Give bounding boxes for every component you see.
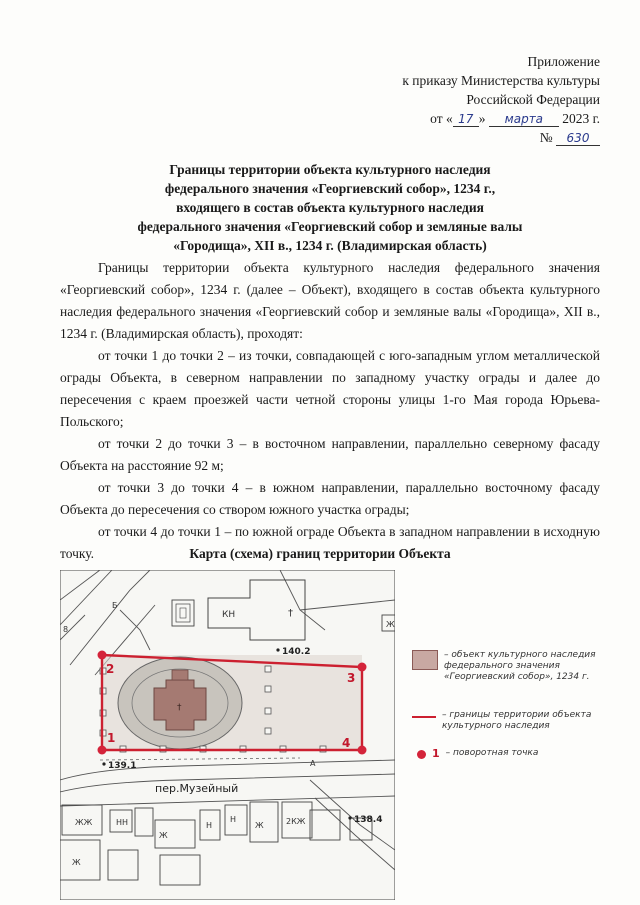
appendix-line1: Приложение: [527, 54, 600, 69]
legend-boundary-text: – границы территории объекта культурного наследия: [442, 710, 592, 731]
legend-object: [412, 650, 612, 683]
body-paragraph: Границы территории объекта культурного наследия федерального значения «Георгиевский собор», 1234 г. (далее – Объект), входящего в состав объекта культурного наследия федерального значения «Георгиевский собор и земляные валы «Городища», XII в., 1234 г. (Владимирская область), проходят:: [60, 260, 600, 341]
legend-point-number: 1: [432, 747, 440, 760]
document-title: [60, 160, 600, 255]
label-zh: Ж: [386, 620, 395, 629]
boundary-line-swatch: [412, 716, 436, 718]
date-prefix: от «: [430, 111, 453, 126]
map-drawing: [60, 570, 395, 900]
label-2kzh: 2КЖ: [286, 817, 306, 826]
appendix-number-line: [402, 128, 600, 147]
height-mark: 139.1: [108, 761, 137, 771]
title-line: входящего в состав объекта культурного наследия: [176, 200, 484, 215]
date-mid: »: [478, 111, 486, 126]
object-swatch: [412, 650, 438, 670]
order-number: 630: [556, 131, 600, 146]
svg-text:†: †: [177, 703, 182, 713]
boundary-map: [60, 570, 395, 900]
legend-object-text: – объект культурного наследия федерального значения «Георгиевский собор», 1234 г.: [444, 650, 596, 682]
object-area: [102, 655, 362, 750]
street-name: пер.Музейный: [155, 782, 239, 795]
label-n: Н: [206, 821, 213, 830]
appendix-line3: Российской Федерации: [466, 92, 600, 107]
legend-point-text: – поворотная точка: [445, 748, 539, 758]
height-mark: 138.4: [354, 815, 383, 825]
point-label-2: 2: [106, 662, 115, 676]
point-label-3: 3: [347, 671, 356, 685]
turning-point-4: [358, 746, 367, 755]
legend-boundary: [412, 710, 612, 732]
label-zh: Ж: [159, 831, 168, 840]
appendix-line2: к приказу Министерства культуры: [402, 73, 600, 88]
height-mark: 140.2: [282, 647, 311, 657]
point-swatch: [417, 750, 426, 759]
label-zh: Ж: [255, 821, 264, 830]
turning-point-1: [98, 746, 107, 755]
svg-text:†: †: [288, 608, 293, 619]
body-paragraph: от точки 2 до точки 3 – в восточном направлении, параллельно северному фасаду Объекта на расстояние 92 м;: [60, 436, 600, 473]
appendix-header: [402, 52, 600, 147]
body-paragraph: от точки 4 до точки 1 – по южной ограде Объекта в западном направлении в исходную точку.: [60, 524, 600, 561]
date-month: марта: [489, 112, 559, 127]
title-line: Границы территории объекта культурного наследия: [169, 162, 491, 177]
point-label-1: 1: [107, 731, 116, 745]
date-day: 17: [453, 112, 479, 127]
title-line: федерального значения «Георгиевский собор», 1234 г.,: [164, 181, 496, 196]
legend-point: [412, 748, 538, 759]
point-label-4: 4: [342, 736, 351, 750]
number-label: №: [539, 130, 553, 145]
turning-point-2: [98, 651, 107, 660]
body-paragraph: от точки 1 до точки 2 – из точки, совпадающей с юго-западным углом металлической ограды Объекта, в северном направлении по западному участку ограды и далее до пересечения с краем проезжей части четной стороны улицы 1-го Мая города Юрьева-Польского;: [60, 348, 600, 429]
title-line: федерального значения «Георгиевский собор и земляные валы: [137, 219, 523, 234]
body-paragraph: от точки 3 до точки 4 – в южном направлении, параллельно восточному фасаду Объекта до пересечения со створом южного участка ограды;: [60, 480, 600, 517]
title-line: «Городища», XII в., 1234 г. (Владимирская область): [173, 238, 487, 253]
label-n: Н: [230, 815, 237, 824]
label-b: Б: [112, 601, 118, 610]
turning-point-3: [358, 663, 367, 672]
document-body: [60, 257, 600, 565]
label-number: 8: [63, 625, 69, 634]
label-zh: Ж: [72, 858, 81, 867]
map-title: Карта (схема) границ территории Объекта: [189, 546, 451, 561]
label-a: А: [310, 759, 316, 768]
label-nn: НН: [116, 818, 129, 827]
label-kn: КН: [222, 610, 236, 620]
label-zhzh: ЖЖ: [75, 818, 93, 827]
date-year: 2023 г.: [562, 111, 600, 126]
appendix-date-line: [402, 109, 600, 128]
